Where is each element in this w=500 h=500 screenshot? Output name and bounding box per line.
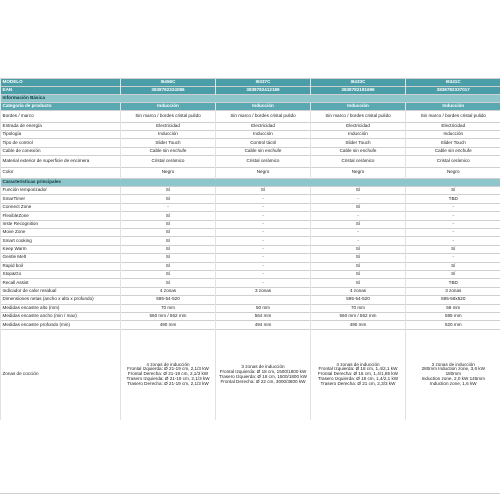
spec-label: Indicador de calor residual (1, 287, 121, 295)
spec-value: 3 zonas (406, 287, 500, 295)
spec-value: Cristal cerámico (216, 156, 311, 168)
spec-value: Inducción (216, 130, 311, 138)
spec-value: - (406, 203, 500, 211)
spec-row (1, 195, 500, 203)
spec-value: 595 mm (406, 312, 500, 320)
spec-value: 595-58x520 (406, 296, 500, 304)
ean-label: EAN (1, 87, 121, 95)
spec-row (1, 156, 500, 168)
spec-value: 58 mm (406, 304, 500, 312)
spec-value: - (216, 262, 311, 270)
spec-value: TBD (406, 195, 500, 203)
ean-4: 3838782337017 (406, 87, 500, 95)
ean-2: 3838782412189 (216, 87, 311, 95)
spec-value: - (216, 212, 311, 220)
ean-1: 3838782324086 (121, 87, 216, 95)
spec-label: Move Zone (1, 229, 121, 237)
spec-value: 595-54-520 (121, 296, 216, 304)
section-basic (1, 95, 500, 103)
spec-row (1, 139, 500, 147)
spec-label: Recall Assist (1, 279, 121, 287)
spec-value: Sí (311, 262, 406, 270)
spec-value: Sí (121, 279, 216, 287)
spec-value: - (216, 279, 311, 287)
spec-value: TBD (406, 279, 500, 287)
spec-value: Negro (216, 167, 311, 179)
spec-value: Cristal cerámico (311, 156, 406, 168)
ean-row (1, 87, 500, 95)
spec-label: Stop&Go (1, 270, 121, 278)
spec-value: Negro (311, 167, 406, 179)
spec-row (1, 212, 500, 220)
spec-value: Sí (311, 203, 406, 211)
category-label: Categoría de producto (1, 103, 121, 111)
spec-value: Sin marco / bordes cristal pulido (311, 111, 406, 123)
spec-value: Cable sin enchufe (406, 147, 500, 155)
section-features-title: Características principales (1, 179, 500, 187)
spec-row (1, 287, 500, 295)
spec-value: - (121, 203, 216, 211)
spec-value: Electricidad (406, 122, 500, 130)
spec-value: Sí (311, 270, 406, 278)
spec-value: - (406, 254, 500, 262)
spec-value: Inducción (121, 130, 216, 138)
spec-value: Sí (216, 187, 311, 195)
spec-value: 560 mm / 562 mm (121, 312, 216, 320)
spec-label: Rapid boil (1, 262, 121, 270)
spec-value: - (406, 229, 500, 237)
zones-1: 4 zonas de inducción Frontal Izquierda: Ø 21-19 cm, 2,1/3 kW Frontal Derecha: Ø 21-19 cm, 2,1/3 kW Trasero Izquierda: Ø 21-19 cm, 2,1/3 kW Trasero Derecha: Ø 21-19 cm, 2,1/3 kW (121, 329, 216, 420)
spec-value: Sí (121, 229, 216, 237)
spec-value: - (216, 220, 311, 228)
zones-2: 3 zonas de inducción Frontal Izquierda: Ø 18 cm, 1500/1800 kW Trasero Izquierda: Ø 18 cm, 1500/1800 kW Frontal Derecha: Ø 22 cm, 3000/3800 kW (216, 329, 311, 420)
spec-value: - (406, 220, 500, 228)
spec-value: Sí (406, 245, 500, 253)
spec-value: 70 mm (121, 304, 216, 312)
spec-value: 490 mm (121, 321, 216, 329)
spec-value: Cable sin enchufe (216, 147, 311, 155)
spec-value: - (216, 203, 311, 211)
spec-value: Sí (406, 270, 500, 278)
spec-value: - (216, 254, 311, 262)
spec-table (0, 78, 500, 420)
spec-label: Entrada de energía (1, 122, 121, 130)
spec-value: - (216, 245, 311, 253)
spec-value: Inducción (311, 130, 406, 138)
spec-value: - (406, 212, 500, 220)
spec-value: 564 mm (216, 312, 311, 320)
spec-label: Color (1, 167, 121, 179)
spec-value: Sin marco / bordes cristal pulido (406, 111, 500, 123)
spec-row (1, 262, 500, 270)
spec-value: Sí (406, 187, 500, 195)
spec-label: SmarTimer (1, 195, 121, 203)
spec-label: FlexibleZone (1, 212, 121, 220)
spec-label: Función temporizador (1, 187, 121, 195)
spec-value: Sí (121, 220, 216, 228)
spec-value: 560 mm / 562 mm (311, 312, 406, 320)
spec-value: Sin marco / bordes cristal pulido (121, 111, 216, 123)
model-4: I6341C (406, 79, 500, 87)
spec-value: Cristal cerámico (121, 156, 216, 168)
spec-value: 4 zonas (121, 287, 216, 295)
spec-value: - (311, 195, 406, 203)
model-label: MODELO (1, 79, 121, 87)
spec-row (1, 122, 500, 130)
spec-row (1, 279, 500, 287)
zones-4: 3 zonas de inducción 280mm Induction zone, 3,6 kW 180mm Induction zone, 2,0 kW 145mm Induction zone, 1,6 kW (406, 329, 500, 420)
category-3: Inducción (311, 103, 406, 111)
spec-value: Sí (311, 220, 406, 228)
category-4: Inducción (406, 103, 500, 111)
spec-value: 70 mm (311, 304, 406, 312)
spec-label: Keep Warm (1, 245, 121, 253)
spec-value: - (216, 195, 311, 203)
spec-label: Connect Zone (1, 203, 121, 211)
spec-value: - (311, 237, 406, 245)
zones-3: 4 zonas de inducción Frontal Izquierda: Ø 18 cm, 1,4/2,1 kW Frontal Derecha: Ø 16 cm, 1,4/1,85 kW Trasero Izquierda: Ø 18 cm, 1,4/2,1 kW Trasero Derecha: Ø 21 cm, 2,3/3 kW (311, 329, 406, 420)
spec-value: Slider Touch (121, 139, 216, 147)
spec-value: 490 mm (311, 321, 406, 329)
spec-row (1, 270, 500, 278)
zones-row (1, 329, 500, 420)
spec-value (216, 296, 311, 304)
spec-value: Sin marco / bordes cristal pulido (216, 111, 311, 123)
spec-label: Medidas encastre ancho (min / max) (1, 312, 121, 320)
spec-value: Sí (311, 279, 406, 287)
spec-label: Tipología (1, 130, 121, 138)
spec-row (1, 245, 500, 253)
category-1: Inducción (121, 103, 216, 111)
section-basic-title: Información Básica (1, 95, 500, 103)
spec-value: - (311, 229, 406, 237)
spec-label: Medidas encastre alto (mm) (1, 304, 121, 312)
spec-row (1, 296, 500, 304)
spec-value: Cable sin enchufe (121, 147, 216, 155)
spec-value: - (216, 270, 311, 278)
spec-row (1, 229, 500, 237)
spec-row (1, 130, 500, 138)
spec-label: Dimensiones netas (ancho x alto x profundo) (1, 296, 121, 304)
spec-value: 4 zonas (311, 287, 406, 295)
spec-value: Cristal cerámico (406, 156, 500, 168)
spec-value: 50 mm (216, 304, 311, 312)
spec-value: Sí (121, 245, 216, 253)
zones-label: Zonas de cocción (1, 329, 121, 420)
spec-value: Electricidad (121, 122, 216, 130)
model-2: I6337C (216, 79, 311, 87)
spec-value: Electricidad (311, 122, 406, 130)
spec-value: Sí (121, 270, 216, 278)
spec-row (1, 220, 500, 228)
spec-value: Electricidad (216, 122, 311, 130)
spec-value: Sí (311, 245, 406, 253)
spec-row (1, 304, 500, 312)
spec-value: - (406, 237, 500, 245)
spec-value: - (216, 229, 311, 237)
spec-row (1, 147, 500, 155)
spec-value: Sí (121, 187, 216, 195)
spec-value: 595-54-520 (311, 296, 406, 304)
model-3: I6433C (311, 79, 406, 87)
spec-value: Inducción (406, 130, 500, 138)
spec-row (1, 321, 500, 329)
category-row (1, 103, 500, 111)
model-row (1, 79, 500, 87)
basic-rows (1, 111, 500, 179)
spec-label: Cable de conexión (1, 147, 121, 155)
spec-label: Material exterior de superficie de encimera (1, 156, 121, 168)
spec-value: Sí (121, 195, 216, 203)
spec-value: Sí (121, 254, 216, 262)
category-2: Inducción (216, 103, 311, 111)
spec-value: Sí (121, 212, 216, 220)
spec-value: Sí (121, 262, 216, 270)
model-1: I6456C (121, 79, 216, 87)
spec-row (1, 237, 500, 245)
spec-value: Sí (311, 187, 406, 195)
spec-label: Medidas encastre profundo (min) (1, 321, 121, 329)
spec-label: Inste Recognition (1, 220, 121, 228)
spec-value: 494 mm (216, 321, 311, 329)
feature-rows (1, 187, 500, 330)
spec-label: Gentle Melt (1, 254, 121, 262)
spec-value: - (311, 212, 406, 220)
spec-value: Sí (311, 254, 406, 262)
spec-value: Sí (406, 262, 500, 270)
spec-value: Slider Touch (406, 139, 500, 147)
spec-value: 520 mm (406, 321, 500, 329)
table-bottom-border (0, 493, 500, 494)
spec-row (1, 111, 500, 123)
spec-value: Sí (121, 237, 216, 245)
spec-row (1, 254, 500, 262)
spec-row (1, 203, 500, 211)
spec-value: Negro (406, 167, 500, 179)
spec-value: 3 zonas (216, 287, 311, 295)
spec-row (1, 167, 500, 179)
spec-label: Tipo de control (1, 139, 121, 147)
spec-value: Slider Touch (311, 139, 406, 147)
spec-value: Control táctil (216, 139, 311, 147)
spec-value: Negro (121, 167, 216, 179)
ean-3: 3838782181696 (311, 87, 406, 95)
spec-value: Cable sin enchufe (311, 147, 406, 155)
spec-label: Bordes / marco (1, 111, 121, 123)
spec-row (1, 187, 500, 195)
spec-label: Smart cooking (1, 237, 121, 245)
section-features (1, 179, 500, 187)
spec-row (1, 312, 500, 320)
spec-value: - (216, 237, 311, 245)
